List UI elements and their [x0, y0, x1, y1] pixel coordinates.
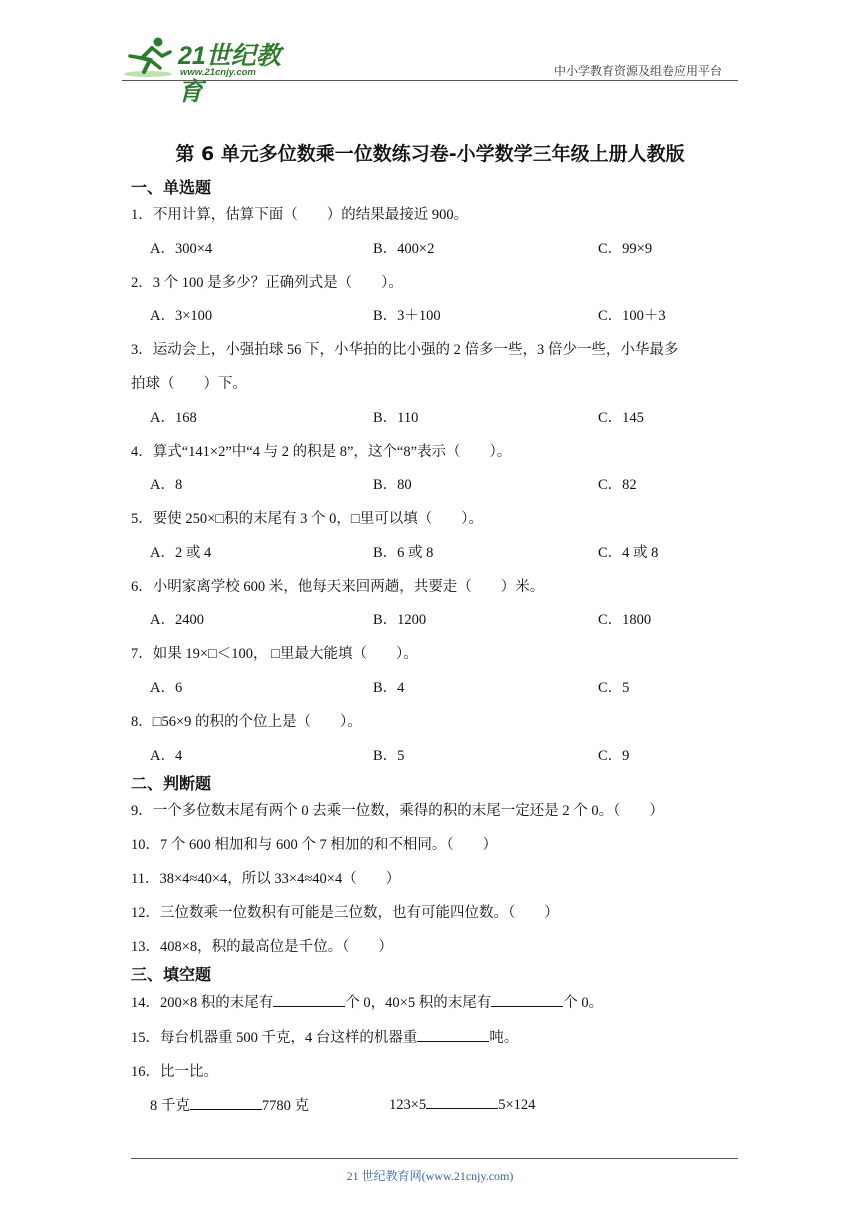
question-12: 12．三位数乘一位数积有可能是三位数，也有可能四位数。（ ）: [131, 905, 559, 921]
answer-blank[interactable]: [417, 1027, 489, 1042]
question-9: 9．一个多位数末尾有两个 0 去乘一位数，乘得的积的末尾一定还是 2 个 0。（ ）: [131, 803, 664, 819]
comparison-left: 123×5: [389, 1097, 427, 1113]
question-14-part-3: 个 0。: [563, 995, 604, 1011]
question-6: 6．小明家离学校 600 米，他每天来回两趟，共要走（ ）米。: [131, 579, 545, 595]
question-8: 8．□56×9 的积的个位上是（ ）。: [131, 714, 362, 730]
question-3: 3．运动会上，小强拍球 56 下，小华拍的比小强的 2 倍多一些，3 倍少一些，小华最多: [131, 342, 679, 358]
comparison-left: 8 千克: [150, 1098, 190, 1114]
logo-text: 21世纪教育: [178, 42, 281, 106]
page-title: 第 6 单元多位数乘一位数练习卷-小学数学三年级上册人教版: [175, 143, 685, 165]
question-1: 1．不用计算，估算下面（ ）的结果最接近 900。: [131, 207, 469, 223]
option-c: C．100＋3: [598, 308, 666, 324]
question-14-part-1: 14．200×8 积的末尾有: [131, 995, 274, 1011]
section-heading-fill-in: 三、填空题: [131, 965, 212, 984]
option-c: C．145: [598, 410, 644, 426]
section-heading-true-false: 二、判断题: [131, 774, 212, 793]
footer-link[interactable]: 21 世纪教育网(www.21cnjy.com): [346, 1169, 514, 1183]
option-b: B．5: [373, 748, 405, 764]
question-2: 2．3 个 100 是多少？正确列式是（ ）。: [131, 275, 403, 291]
question-15-part-2: 吨。: [489, 1030, 519, 1046]
comparison-1: [150, 1094, 309, 1115]
answer-blank[interactable]: [491, 992, 563, 1007]
option-b: B．3＋100: [373, 308, 441, 324]
option-b: B．110: [373, 410, 419, 426]
option-b: B．6 或 8: [373, 545, 434, 561]
answer-blank[interactable]: [273, 992, 345, 1007]
comparison-2: [389, 1094, 535, 1114]
option-a: A．2 或 4: [150, 545, 212, 561]
option-a: A．300×4: [150, 241, 213, 257]
question-14-part-2: 个 0，40×5 积的末尾有: [345, 995, 492, 1011]
question-14: [131, 991, 603, 1012]
runner-logo-icon: [122, 34, 178, 80]
question-15: [131, 1026, 518, 1047]
header-divider: [122, 80, 738, 81]
option-b: B．1200: [373, 612, 427, 628]
site-logo: [122, 34, 292, 106]
question-11: 11．38×4≈40×4，所以 33×4≈40×4（ ）: [131, 871, 401, 887]
option-a: A．168: [150, 410, 197, 426]
option-b: B．80: [373, 477, 412, 493]
option-a: A．3×100: [150, 308, 213, 324]
option-c: C．4 或 8: [598, 545, 659, 561]
answer-blank[interactable]: [190, 1095, 262, 1110]
question-5: 5．要使 250×□积的末尾有 3 个 0，□里可以填（ ）。: [131, 511, 483, 527]
header-tagline: 中小学教育资源及组卷应用平台: [553, 64, 722, 78]
option-b: B．4: [373, 680, 405, 696]
option-a: A．8: [150, 477, 183, 493]
footer-divider: [131, 1158, 738, 1159]
comparison-right: 5×124: [498, 1097, 536, 1113]
option-c: C．5: [598, 680, 630, 696]
option-b: B．400×2: [373, 241, 435, 257]
option-c: C．99×9: [598, 241, 653, 257]
question-15-part-1: 15．每台机器重 500 千克，4 台这样的机器重: [131, 1030, 418, 1046]
option-c: C．82: [598, 477, 637, 493]
option-c: C．9: [598, 748, 630, 764]
option-a: A．2400: [150, 612, 204, 628]
question-3-continued: 拍球（ ）下。: [131, 376, 247, 392]
question-13: 13．408×8，积的最高位是千位。（ ）: [131, 939, 393, 955]
option-a: A．4: [150, 748, 183, 764]
logo-url: www.21cnjy.com: [180, 67, 256, 78]
answer-blank[interactable]: [426, 1094, 498, 1109]
question-16: 16．比一比。: [131, 1064, 218, 1080]
question-10: 10．7 个 600 相加和与 600 个 7 相加的和不相同。（ ）: [131, 837, 498, 853]
question-7: 7．如果 19×□＜100， □里最大能填（ ）。: [131, 646, 418, 662]
question-4: 4．算式“141×2”中“4 与 2 的积是 8”，这个“8”表示（ ）。: [131, 444, 512, 460]
section-heading-single-choice: 一、单选题: [131, 178, 212, 197]
option-c: C．1800: [598, 612, 652, 628]
option-a: A．6: [150, 680, 183, 696]
comparison-right: 7780 克: [261, 1098, 309, 1114]
